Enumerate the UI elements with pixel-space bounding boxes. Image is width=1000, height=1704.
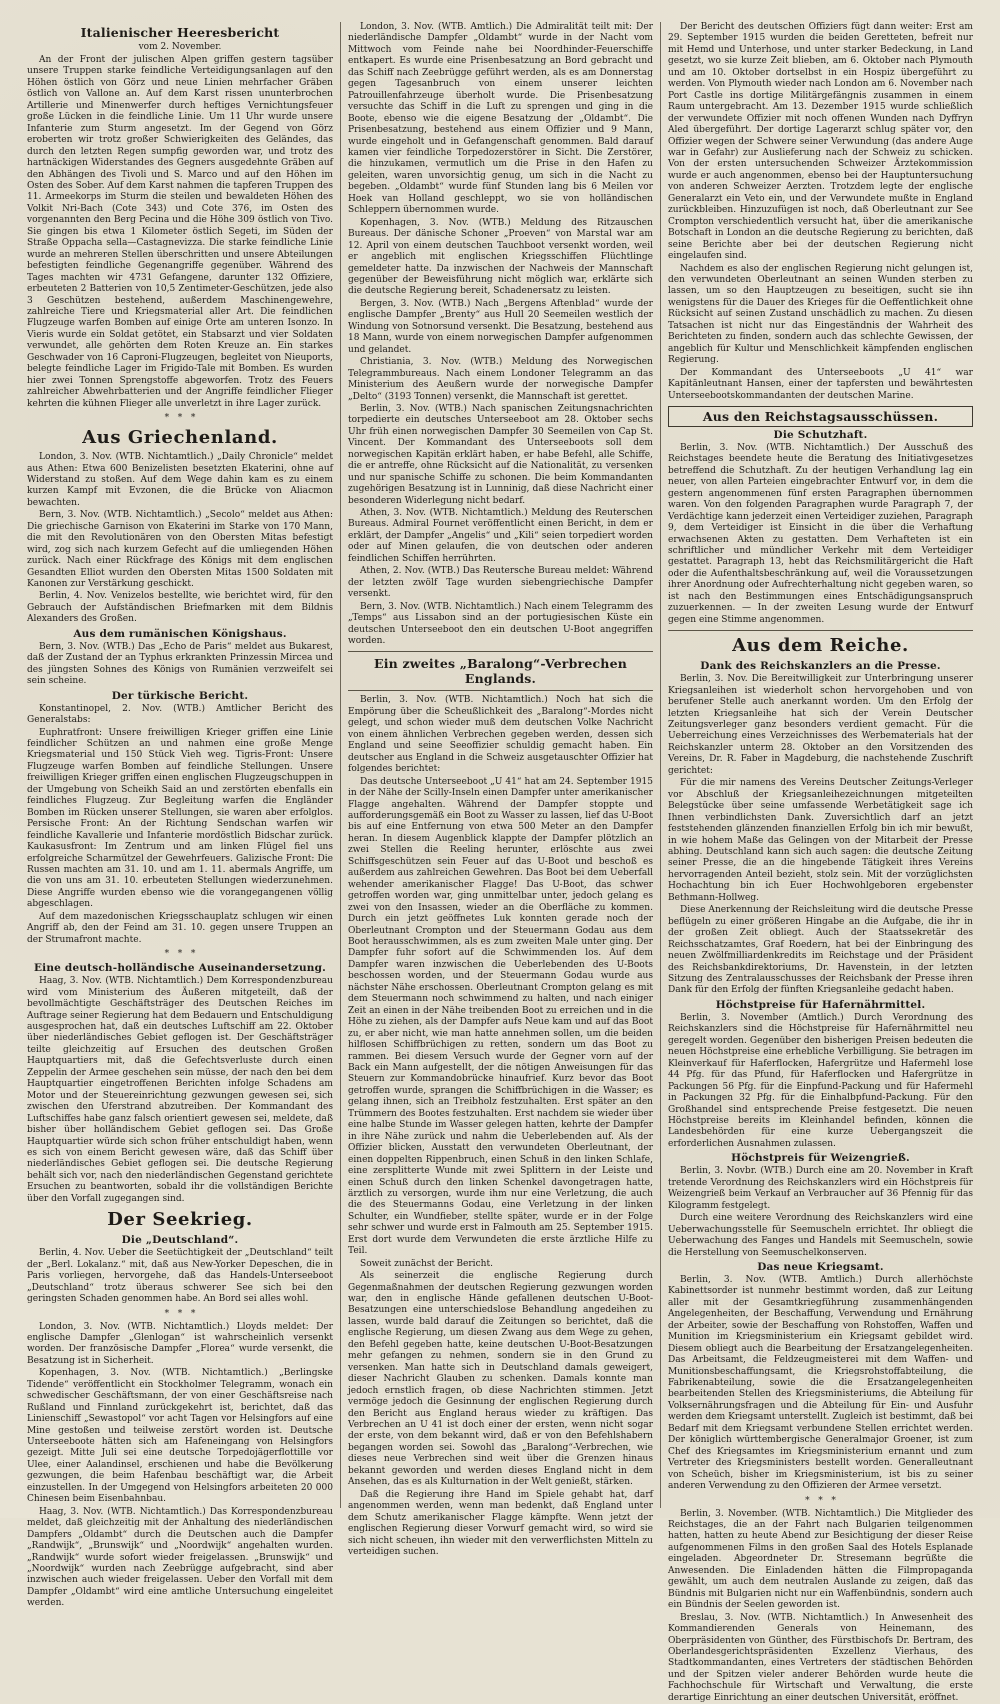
heading-hafer: Höchstpreise für Hafernährmittel. xyxy=(715,998,926,1011)
separator: * * * xyxy=(805,1495,836,1506)
heading-reichstag: Aus den Reichstagsausschüssen. xyxy=(702,408,939,424)
italy-date: vom 2. November. xyxy=(138,42,222,52)
column-1 xyxy=(20,22,340,1609)
heading-kriegsamt: Das neue Kriegsamt. xyxy=(757,1260,884,1273)
article-baralong-2: Das deutsche Unterseeboot „U 41“ hat am 24. September 1915 in der Nähe der Scilly-Inseln einen Dampfer unter amerikanischer Flagge angehalten. Während der Dampfer stoppte und aufforderungsgemäß ein Boot zu Wasser zu lassen, lief das U-Boot bis auf eine Entfernung von etwa 500 Meter an den Dampfer heran. In diesem Augenblick klappte der Dampfer plötzlich an zwei Stellen die Reeling herunter, erlöschte aus zwei Schiffsgeschützen sein Feuer auf das U-Boot und beschoß es außerdem aus zahlreichen Gewehren. Das Boot bei dem Ueberfall wehender amerikanischer Flagge! Das U-Boot, das schwer getroffen worden war, ging unmittelbar unter, jedoch gelang es zwei von den Insassen, wieder an die Oberfläche zu kommen. Durch ein jetzt geöffnetes Luk konnten gerade noch der Oberleutnant Crompton und der Steuermann Godau aus dem Boot herausschwimmen, als es zum zweiten Male unter ging. Der Dampfer fuhr sofort auf die Schwimmenden los. Auf dem Dampfer waren inzwischen die Ueberlebenden des U-Boots beschossen worden, und der Steuermann Godau wurde aus nächster Nähe erschossen. Oberleutnant Crompton gelang es mit dem Steuermann noch schwimmend zu halten, und nach einiger Zeit an einen in der Nähe treibenden Boot zu erreichen und in die Höhe zu ziehen, als der Dampfer aufs Neue kam und auf das Boot zu, er aber nicht, wie man hatte annehmen sollen, um die beiden hilflosen Schiffbrüchigen zu retten, sondern um das Boot zu rammen. Bei diesem Versuch wurde der Gegner vorn auf der Back ein Mann aufgestellt, der die nötigen Anweisungen für das Steuern zur Kommandobrücke hinaufrief. Kurz bevor das Boot getroffen wurde, sprangen die Schiffbrüchigen in die Wasser; es gelang ihnen, sich an Treibholz festzuhalten. Erst später an den Trümmern des Bootes festzuhalten. Erst nachdem sie wieder über eine halbe Stunde im Wasser gelegen hatten, kehrte der Dampfer in ihre Nähe zurück und nahm die Ueberlebenden auf. Als der Offizier blicken, Ausstatt den verwundeten Oberleutnant, der einen doppelten Rippenbruch, einen Schuß in den linken Schlafe, eine zersplitterte Wunde mit zwei Splittern in der Leiste und einen Schuß durch den linken Schenkel davongetragen hatte, ärztlich zu versorgen, wurde ihm nur eine Verletzung, die auch die des Steuermanns Godau, eine Verletzung in der linken Schulter, ein Wundfieber, stellte später, wurde er in der Folge sehr schwer und wurde erst in Falmouth am 25. September 1915. Erst dort wurde dem Verwundeten die erste ärztliche Hilfe zu Teil. xyxy=(348,776,654,1257)
article-weizen-2: Durch eine weitere Verordnung des Reichskanzlers wird eine Ueberwachungsstelle für Seemuscheln errichtet. Ihr obliegt die Ueberwachung des Fanges und Handels mit Seemuscheln, sowie die Herstellung von Seemuschelkonserven. xyxy=(668,1213,973,1258)
article-bergen: Bergen, 3. Nov. (WTB.) Nach „Bergens Aftenblad“ wurde der englische Dampfer „Brenty“ aus Hull 20 Seemeilen westlich der Windung von Sotnorsund versenkt. Die Besatzung, bestehend aus 18 Mann, wurde von einem norwegischen Dampfer aufgenommen und gelandet. xyxy=(348,298,653,355)
article-deutschland: Berlin, 4. Nov. Ueber die Seetüchtigkeit der „Deutschland“ teilt der „Berl. Lokalanz.“ mit, daß aus New-Yorker Depeschen, die in Paris vorliegen, hervorgehe, daß das Handels-Unterseeboot „Deutschland“ trotz überaus schwerer See sich bei den geringsten Schaden genommen habe. An Bord sei alles wohl. xyxy=(27,1248,333,1305)
article-sea-3: Haag, 3. Nov. (WTB. Nichtamtlich.) Das Korrespondenzbureau meldet, daß gleichzeitig mit der Anhaltung des niederländischen Dampfers „Oldambt“ durch die Deutschen auch die Dampfer „Randwijk“, „Brunswijk“ und „Noordwijk“ angehalten wurden. „Randwijk“ wurde sofort wieder freigelassen. „Brunswijk“ und „Noordwijk“ wurden nach Zeebrügge aufgebracht, sind aber inzwischen auch wieder freigelassen. Ueber den Vorfall mit dem Dampfer „Oldambt“ wird eine amtliche Untersuchung eingeleitet werden. xyxy=(27,1506,333,1609)
article-dank-2: Für die mir namens des Vereins Deutscher Zeitungs-Verleger vor Abschluß der Kriegsanleihezeichnungen mitgeteilten Belegstücke über seine umfassende Werbetätigkeit sage ich Ihnen verbindlichsten Dank. Zuversichtlich darf an jetzt feststehenden glänzenden finanziellen Erfolg bin ich mir bewußt, in wie hohem Maße das Gelingen von der Mitarbeit der Presse abhing. Deutschland kann sich auch sagen: die deutsche Zeitung seiner Presse, die an die hingebende Tätigkeit ihres Vereins hervorragenden Anteil bezieht, stolz sein. Mit der vorzüglichsten Hochachtung bin ich Euer Hochwohlgeboren ergebenster Bethmann-Hollweg. xyxy=(668,778,973,903)
article-christiania: Christiania, 3. Nov. (WTB.) Meldung des Norwegischen Telegrammbureaus. Nach einem Londoner Telegramm an das Ministerium des Aeußern wurde der norwegische Dampfer „Delto“ (3193 Tonnen) versenkt, die Mannschaft ist gerettet. xyxy=(348,357,653,402)
columns xyxy=(20,22,982,1703)
heading-weizen: Höchstpreis für Weizengrieß. xyxy=(731,1152,910,1165)
article-baralong-4: Als seinerzeit die englische Regierung durch Gegenmaßnahmen der deutschen Regierung gezwungen worden war, den in englische Hände gefallenen deutschen U-Boot-Besatzungen eine unterschiedslose Behandlung angedeihen zu lassen, wurde bald darauf die Zeitungen so berichtet, daß die englische Regierung, um diesen Zwang aus dem Wege zu gehen, den Befehl gegeben hatte, keine deutschen U-Boot-Besatzungen mehr gefangen zu nehmen, sondern sie in den Grund zu versenken. Man hatte sich in Deutschland damals geweigert, dieser Nachricht Glauben zu schenken. Damals konnte man jedoch ernstlich fragen, ob diese Nachrichten stimmen. Jetzt vermöge jedoch die Gesinnung der englischen Regierung durch den Bericht aus England heraus wieder zu kräftigen. Das Verbrechen an U 41 ist doch einer der ersten, wenn nicht sogar der erste, von dem bekannt wird, daß er von den Befehlshabern begangen worden sei. Sowohl das „Baralong“-Verbrechen, wie dieses neue Verbrechen sind weit über die Grenzen hinaus bekannt geworden und werden dieses England nicht in dem Ansehen, das es als Kulturnation in der Welt genießt, stärken. xyxy=(348,1271,653,1488)
heading-dutch: Eine deutsch-holländische Auseinandersetzung. xyxy=(33,962,327,975)
article-bern: Bern, 3. Nov. (WTB. Nichtamtlich.) Nach einem Telegramm des „Temps“ aus Lissabon sind an der portugiesischen Küste ein deutschen Unterseeboot den ein deutschen U-Boot angegriffen worden. xyxy=(348,601,653,647)
article-romania: Bern, 3. Nov. (WTB.) Das „Echo de Paris“ meldet aus Bukarest, daß der Zustand der an Typhus erkrankten Prinzessin Mircea und des jüngsten Sohnes des Königs von Rumänien verzweifelt sei sein scheine. xyxy=(27,641,333,687)
heading-deutschland: Die „Deutschland“. xyxy=(121,1234,239,1247)
divider xyxy=(668,630,973,631)
article-baralong-1: Berlin, 3. Nov. (WTB. Nichtamtlich.) Noch hat sich die Empörung über die Scheußlichkeit des „Baralong“-Mordes nicht gelegt, und schon wieder muß dem deutschen Volke Nachricht von einem ähnlichen Verbrechen gegeben werden, dessen sich England und seine Seeoffizier schuldig gemacht haben. Ein deutscher aus England in die Schweiz ausgetauschter Offizier hat folgendes berichtet: xyxy=(348,695,653,775)
article-copenhagen: Kopenhagen, 3. Nov. (WTB.) Meldung des Ritzauschen Bureaus. Der dänische Schoner „Proeven“ von Marstal war am 12. April von einem deutschen Tauchboot versenkt worden, weil er angeblich mit englischen Kriegsschiffen Flüchtlinge gemeldeter hatte. Da inzwischen der Nachweis der Mannschaft gegenüber der Beweisführung nicht möglich war, erklärte sich die deutsche Regierung bereit, Schadenersatz zu leisten. xyxy=(348,217,653,297)
article-breslau: Breslau, 3. Nov. (WTB. Nichtamtlich.) In Anwesenheit des Kommandierenden Generals von Heinemann, des Oberpräsidenten von Günther, des Fürstbischofs Dr. Bertram, des Oberlandesgerichtspräsidenten Exzellenz Vierhaus, des Stadtkommandanten, eines Vertreters der städtischen Behörden und der Spitzen vieler anderer Behörden wurde heute die Fachhochschule für Wirtschaft und Verwaltung, die erste derartige Einrichtung an einer deutschen Universität, eröffnet. xyxy=(668,1612,973,1703)
article-sea-1: London, 3. Nov. (WTB. Nichtamtlich.) Lloyds meldet: Der englische Dampfer „Glenlogan“ ist wahrscheinlich versenkt worden. Der französische Dampfer „Florea“ wurde versenkt, die Besatzung ist in Sicherheit. xyxy=(27,1321,333,1366)
article-berlin: Berlin, 3. Nov. (WTB.) Nach spanischen Zeitungsnachrichten torpedierte ein deutsches Unterseeboot am 28. Oktober sechs Uhr früh einen norwegischen Dampfer 30 Seemeilen von Cap St. Vincent. Der Kommandant des Unterseeboots soll dem norwegischen Kapitän erklärt haben, er habe Befehl, alle Schiffe, die er antreffe, ohne Rücksicht auf die Nationalität, zu versenken und nur spanische Schiffe zu schonen. Die beim Kommandanten zugehörigen Besatzung ist in Lunninig, daß diese Nachricht einer besonderen Widerlegung nicht bedarf. xyxy=(348,403,653,506)
article-officer-1: Der Bericht des deutschen Offiziers fügt dann weiter: Erst am 29. September 1915 wurden die beiden Geretteten, befreit nur mit Hemd und Unterhose, und unter starker Bedeckung, in Land gesetzt, wo sie kurze Zeit blieben, am 6. Oktober nach Plymouth und am 10. Oktober dortselbst in ein Hospiz übergeführt zu werden. Von Plymouth wieder nach London am 6. November nach Port Castle ins dortige Militärgefängnis zusammen in einem Raum untergebracht. Am 13. Dezember 1915 wurde schließlich der verwundete Offizier mit noch offenen Wunden nach Dyffryn Aled übergeführt. Der dortige Lagerarzt schlug später vor, den Offizier wegen der Schwere seiner Verwundung (das andere Auge war in Gefahr) zur Auslieferung nach der Schweiz zu schicken. Von der ersten untersuchenden Schweizer Ärztekommission wurde er auch angenommen, ebenso bei der Hauptuntersuchung von anderen Schweizer Aerzten. Trotzdem legte der englische Generalarzt ein Veto ein, und der Verwundete mußte in England zurückbleiben. Hinzuzufügen ist noch, daß Oberleutnant zur See Crompton verschiedentlich versucht hat, über die amerikanische Botschaft in London an die deutsche Regierung zu berichten, daß seine Berichte aber bei der deutschen Regierung nicht eingelaufen sind. xyxy=(668,22,973,262)
separator: * * * xyxy=(164,413,196,424)
heading-turkey: Der türkische Bericht. xyxy=(111,689,249,702)
article-athens-1: Athen, 3. Nov. (WTB. Nichtamtlich.) Meldung des Reuterschen Bureaus. Admiral Fournet veröffentlicht einen Bericht, in dem er erklärt, der Dampfer „Angelis“ und „Kili“ seien torpediert worden oder auf Minen gelaufen, die von deutschen oder anderen feindlichen Schiffen herrührten. xyxy=(348,508,653,564)
article-turkey-3: Auf dem mazedonischen Kriegsschauplatz schlugen wir einen Angriff ab, den der Feind am 31. 10. gegen unsere Truppen an der Strumafront machte. xyxy=(27,911,333,945)
article-turkey-2: Euphratfront: Unsere freiwilligen Krieger griffen eine Linie feindlicher Schützen an und nahmen eine große Menge Kriegsmaterial und 150 Stück Vieh weg. Tigris-Front: Unsere Flugzeuge warfen Bomben auf feindliche Stellungen. Unsere freiwilligen Krieger griffen einen englischen Flugzeugschuppen in der Umgebung von Scheikh Said an und zerstörten ebenfalls ein feindliches Flugzeug. Zur Begleitung warfen die Engländer Bomben im Rücken unserer Stellungen, sie waren aber erfolglos. Persische Front: An der Richtung Sendschan warfen wir feindliche Kavallerie und Infanterie mordöstlich Bidschar zurück. Kaukasusfront: Im Zentrum und am linken Flügel fiel uns erfolgreiche Scharmützel der Gewehrfeuers. Galizische Front: Die Russen machten am 31. 10. und am 1. 11. abermals Angriffe, um die von uns am 31. 10. erbeuteten Stellungen wiederzunehmen. Diese Angriffe wurden ebenso wie die vorangegangenen völlig abgeschlagen. xyxy=(27,727,333,910)
column-2 xyxy=(340,22,660,1557)
article-greece-3: Berlin, 4. Nov. Venizelos bestellte, wie berichtet wird, für den Gebrauch der Aufständischen Briefmarken mit dem Bildnis Alexanders des Großen. xyxy=(27,591,333,625)
article-kriegsamt: Berlin, 3. Nov. (WTB. Amtlich.) Durch allerhöchste Kabinettsorder ist nunmehr bestimmt worden, daß zur Leitung aller mit der Gesamtkriegführung zusammenhängenden Angelegenheiten, der Beschaffung, Verwendung und Ernährung der Arbeiter, sowie der Beschaffung von Rohstoffen, Waffen und Munition im Kriegsministerium ein Kriegsamt gebildet wird. Diesem obliegt auch die Bearbeitung der Ersatzangelegenheiten. Das Arbeitsamt, die Feldzeugmeisterei mit dem Waffen- und Munitionsbeschaffungsamt, die Kriegsrohstoffabteilung, die Fabrikenabteilung, sowie die die Ersatzangelegenheiten bearbeitenden Stellen des Kriegsministeriums, die Abteilung für Volksernährungsfragen und die Abteilung für Ein- und Ausfuhr werden dem Kriegsamt unterstellt. Zugleich ist bestimmt, daß bei Bedarf mit dem Kriegsamt verbundene Stellen errichtet werden. Der königlich württembergische Generalmajor Groener, ist zum Chef des Kriegsamtes im Kriegsministerium ernannt und zum Vertreter des Kriegsministers bestellt worden. Generalleutnant von Scheüch, bisher im Kriegsministerium, ist bis zu seiner anderen Verwendung zu den Offizieren der Armee versetzt. xyxy=(668,1274,973,1492)
article-greece-2: Bern, 3. Nov. (WTB. Nichtamtlich.) „Secolo“ meldet aus Athen: Die griechische Garnison von Ekaterini im Starke von 170 Mann, die mit den Revolutionären von den Obersten Mitas befestigt wird, zog sich nach kurzem Gefecht auf die umliegenden Höhen zurück. Nach einer Rückfrage des Königs mit dem englischen Gesandten Elliot wurden den Obersten Mitas 1500 Soldaten mit Kanonen zur Verstärkung geschickt. xyxy=(27,510,333,590)
divider xyxy=(348,651,653,652)
article-hafer: Berlin, 3. November (Amtlich.) Durch Verordnung des Reichskanzlers sind die Höchstpreise für Hafernährmittel neu geregelt worden. Gegenüber den bisherigen Preisen bedeuten die neuen Höchstpreise eine erhebliche Verbilligung. Sie betragen im Kleinverkauf für Haferflocken, Hafergrütze und Hafermehl lose 44 Pfg. für das Pfund, für Haferflocken und Hafergrütze in Packungen 56 Pfg. für die Einpfund-Packung und für Hafermehl in Packungen 32 Pfg. für die Einhalbpfund-Packung. Für den Großhandel sind entsprechende Preise festgesetzt. Die neuen Höchstpreise bereits im Kleinhandel befinden, können die Landesbehörden für eine kurze Uebergangszeit die erforderlichen Ausnahmen zulassen. xyxy=(668,1012,973,1149)
article-officer-2: Nachdem es also der englischen Regierung nicht gelungen ist, den verwundeten Oberleutnant an seinen Wunden sterben zu lassen, um so den Hauptzeugen zu beseitigen, sucht sie ihn wenigstens für die Dauer des Krieges für die Oeffentlichkeit ohne Rücksicht auf seinen Zustand unschädlich zu machen. Zu diesen Tatsachen ist nicht nur das Eingeständnis der Wahrheit des Berichteten zu finden, sondern auch das schlechte Gewissen, der angeblich für Kultur und Menschlichkeit kämpfenden englischen Regierung. xyxy=(668,263,973,366)
article-dutch: Haag, 3. Nov. (WTB. Nichtamtlich.) Dem Korrespondenzbureau wird vom Ministerium des Äußeren mitgeteilt, daß der bevollmächtigte Geschäftsträger des Deutschen Reiches im Auftrage seiner Regierung hat dem Bedauern und Entschuldigung ausgesprochen hat, daß ein deutsches Luftschiff am 22. Oktober über niederländisches Gebiet geflogen ist. Der Geschäftsträger teilte gleichzeitig auf Ersuchen des deutschen Großen Hauptquartiers mit, daß die Gefechtsverluste durch einen Zeppelin der Armee geschehen sein müsse, der nach den bei dem Hauptquartier eingetroffenen Berichten infolge Schadens am Motor und der Steuereinrichtung gezwungen gewesen sei, sich zwischen den Uferstrand abzutreiben. Der Kommandant des Luftschiffes habe ganz falsch orientiert gewesen sei, meldete, daß bisher über holländischem Gebiet geflogen sei. Das Große Hauptquartier würde sich schon früher entschuldigt haben, wenn es sich von einem Bericht gewesen wäre, daß das Schiff über niederländisches Gebiet geflogen sei. Die deutsche Regierung behält sich vor, nach den niederländischen Gegenstand gerichtete Ersuchen zu beantworten, sobald ihr die vollständigen Berichte über den Vorfall zugegangen sind. xyxy=(27,976,333,1204)
heading-baralong: Ein zweites „Baralong“-Verbrechen Englands. xyxy=(373,656,628,687)
article-greece-1: London, 3. Nov. (WTB. Nichtamtlich.) „Daily Chronicle“ meldet aus Athen: Etwa 600 Benizelisten besetzten Ekaterini, ohne auf Widerstand zu stoßen. Auf dem Wege dahin kam es zu einem kurzen Kampf mit Evzonen, die die Brücke von Aliacmon bewachten. xyxy=(27,452,333,508)
heading-sea-war: Der Seekrieg. xyxy=(107,1209,253,1231)
article-turkey-1: Konstantinopel, 2. Nov. (WTB.) Amtlicher Bericht des Generalstabs: xyxy=(27,703,333,726)
heading-dank: Dank des Reichskanzlers an die Presse. xyxy=(700,660,941,673)
article-film: Berlin, 3. November. (WTB. Nichtamtlich.) Die Mitglieder des Reichstages, die an der Fahrt nach Bulgarien teilgenommen hatten, hatten zu heute Abend zur Besichtigung der dieser Reise aufgenommenen Films in den großen Saal des Hotels Esplanade eingeladen. Abgeordneter Dr. Stresemann begrüßte die Anwesenden. Die Einladenden hätten die Filmpropaganda gewählt, um auch dem neutralen Auslande zu zeigen, daß das Bündnis mit Bulgarien nicht nur ein Waffenbündnis, sondern auch ein Bündnis der Seelen geworden ist. xyxy=(668,1508,973,1611)
divider xyxy=(348,690,653,691)
heading-greece: Aus Griechenland. xyxy=(82,427,278,449)
article-schutzhaft: Berlin, 3. Nov. (WTB. Nichtamtlich.) Der Ausschuß des Reichstages beendete heute die Beratung des Initiativgesetzes betreffend die Schutzhaft. Zu der heutigen Verhandlung lag ein neuer, von allen Parteien eingebrachter Entwurf vor, in dem die gestern angenommenen fünf ersten Paragraphen übernommen waren. Von den folgenden Paragraphen wurde Paragraph 7, der Verdächtige kann jederzeit einen Verteidiger zuziehen, Paragraph 9, dem Verteidiger ist Einsicht in die über die Verhaftung erwachsenen Akten zu gestatten. Dem Verhafteten ist ein schriftlicher und mündlicher Verkehr mit dem Verteidiger gestattet. Paragraph 13, hebt das Reichsmilitärgericht die Haft oder die Aufenthaltsbeschränkung auf, weil die Voraussetzungen ihrer Anordnung oder Aufrechterhaltung nicht gegeben waren, so ist nach den Bestimmungen eines Entschädigungsanspruch zuzuerkennen. — In der zweiten Lesung wurde der Entwurf gegen eine Stimme angenommen. xyxy=(668,442,973,625)
article-italy: An der Front der julischen Alpen griffen gestern tagsüber unsere Truppen starke feindliche Verteidigungsanlagen auf den Höhen östlich von Görz und neue Linien mehrfacher Gräben östlich von Vallone an. Auf dem Karst rissen ununterbrochen Artillerie und Minenwerfer durch heftiges Vernichtungsfeuer große Lücken in die feindliche Linie. Um 11 Uhr wurde unsere Infanterie zum Sturm angesetzt. Im der Gegend von Görz eroberten wir trotz großer Schwierigkeiten des Geländes, das durch den letzten Regen sumpfig geworden war, und trotz des hartnäckigen Widerstandes des Gegners ausgedehnte Gräben auf den Abhängen des Tivoli und S. Marco und auf den Höhen im Osten des Sober. Auf dem Karst nahmen die tapferen Truppen des 11. Armeekorps im Sturm die steilen und bewaldeten Höhen des Volkit Nri-Bach (Cote 343) und Cote 376, im Osten des vorgenannten den Berg Pecina und die Höhe 309 östlich von Tivo. Sie gingen bis etwa 1 Kilometer östlich Segeti, im Süden der Straße Oppacha sella—Castagnevizza. Die starke feindliche Linie wurde an mehreren Stellen überschritten und unsere Abteilungen befestigten feindliche Gegenangriffe gegenüber. Während des Tages machten wir 4731 Gefangene, darunter 132 Offiziere, erbeuteten 2 Batterien von 10,5 Zentimeter-Geschützen, jede also 3 Geschützen bestehend, außerdem Maschinengewehre, zahlreiche Tiere und Kriegsmaterial aller Art. Die feindlichen Flugzeuge warfen Bomben auf einige Orte am unteren Isonzo. In Vieris wurde ein Soldat getötet, ein Stabsarzt und vier Soldaten verwundet, alle gehörten dem Roten Kreuze an. Ein starkes Geschwader von 16 Caproni-Flugzeugen, begleitet von Nieuports, belegte feindliche Lager im Frigido-Tale mit Bomben. Es wurden hier zwei Tonnen Sprengstoffe abgeworfen. Trotz des Feuers zahlreicher Abwehrbatterien und der Angriffe feindlicher Flieger kehrten die kühnen Flieger alle unverletzt in ihre Lager zurück. xyxy=(27,55,333,409)
heading-reich: Aus dem Reiche. xyxy=(732,635,909,657)
separator: * * * xyxy=(164,1308,196,1319)
separator: * * * xyxy=(164,949,196,960)
article-baralong-3: Soweit zunächst der Bericht. xyxy=(360,1258,493,1269)
reichstag-header-box xyxy=(668,406,973,427)
heading-schutzhaft: Die Schutzhaft. xyxy=(773,428,868,441)
article-sea-2: Kopenhagen, 3. Nov. (WTB. Nichtamtlich.) „Berlingske Tidende“ veröffentlicht ein Stockholmer Telegramm, wonach ein schwedischer Geschäftsmann, der von einer Geschäftsreise nach Rußland und Finnland zurückgekehrt ist, berichtet, daß das Linienschiff „Sewastopol“ vor acht Tagen vor Helsingfors auf eine Mine gestoßen und teilweise zerstört worden ist. Deutsche Unterseeboote hätten sich am Hafeneingang von Helsingfors gezeigt. Mitte Juli sei eine deutsche Torpedojägerflottille vor Ulee, einer Aalandinsel, erschienen und habe die Bevölkerung gezwungen, die beim Hafenbau beschäftigt war, die Arbeit einzustellen. In der Umgegend von Helsingfors arbeiteten 20 000 Chinesen beim Eisenbahnbau. xyxy=(27,1368,333,1505)
article-baralong-5: Daß die Regierung ihre Hand im Spiele gehabt hat, darf angenommen werden, wenn man bedenkt, daß England unter dem Schutz amerikanischer Flagge kämpfte. Wenn jetzt der englischen Regierung dieser Vorwurf gemacht wird, so wird sie sich nicht scheuen, ihn wieder mit den verwerflichsten Mitteln zu verteidigen suchen. xyxy=(348,1489,653,1557)
article-officer-3: Der Kommandant des Unterseeboots „U 41“ war Kapitänleutnant Hansen, einer der tapfersten und bewährtesten Unterseebootskommandanten der deutschen Marine. xyxy=(668,367,973,401)
article-weizen-1: Berlin, 3. Novbr. (WTB.) Durch eine am 20. November in Kraft tretende Verordnung des Reichskanzlers wird ein Höchstpreis für Weizengrieß beim Verkauf an Verbraucher auf 36 Pfennig für das Kilogramm festgelegt. xyxy=(668,1166,973,1211)
article-london: London, 3. Nov. (WTB. Amtlich.) Die Admiralität teilt mit: Der niederländische Dampfer „Oldambt“ wurde in der Nacht vom Mittwoch vom Feinde nahe bei Noordhinder-Feuerschiffe entkapert. Es wurde eine Prisenbesatzung an Bord gebracht und das Schiff nach Zeebrügge geführt werden, als es am Donnerstag gegen Tagesanbruch von einem unserer leichten Patrouillenfahrzeuge überholt wurde. Die Prisenbesatzung versuchte das Schiff in die Luft zu sprengen und ging in die Boote, ebenso wie die eigene Besatzung der „Oldambt“. Die Prisenbesatzung, bestehend aus einem Offizier und 9 Mann, wurde eingeholt und in Gefangenschaft genommen. Bald darauf kamen vier feindliche Torpedozerstörer in Sicht. Die Zerstörer, die hinzukamen, vermutlich um die Prise in den Hafen zu geleiten, waren unvorsichtig genug, um sich in die Nacht zu begeben. „Oldambt“ wurde fünf Stunden lang bis 6 Meilen vor Hoek van Holland geschleppt, wo sie von holländischen Schleppern übernommen wurde. xyxy=(348,22,653,216)
article-athens-2: Athen, 2. Nov. (WTB.) Das Reutersche Bureau meldet: Während der letzten zwölf Tage wurden siebengriechische Dampfer versenkt. xyxy=(348,566,653,600)
heading-romania: Aus dem rumänischen Königshaus. xyxy=(73,627,287,640)
heading-italy: Italienischer Heeresbericht xyxy=(80,25,280,40)
article-dank-1: Berlin, 3. Nov. Die Bereitwilligkeit zur Unterbringung unserer Kriegsanleihen ist wiederholt schon hervorgehoben und von berufener Stelle auch anerkannt worden. Um den Erfolg der letzten Kriegsanleihe hat sich der Verein Deutscher Zeitungsverleger ganz besonders verdient gemacht. Für die Ueberreichung eines Verzeichnisses des Werbematerials hat der Reichskanzler unterm 28. Oktober an den Vorsitzenden des Vereins, Dr. R. Faber in Magdeburg, die nachstehende Zuschrift gerichtet: xyxy=(668,674,973,776)
article-dank-3: Diese Anerkennung der Reichsleitung wird die deutsche Presse beflügeln zu einer größeren Hingabe an die Aufgabe, die ihr in der großen Zeit obliegt. Auch der Staatssekretär des Reichsschatzamtes, Graf Roedern, hat bei der Einbringung des neuen Zwölfmilliardenkredits im Reichstage und der Präsident des Reichsbankdirektoriums, Dr. Havenstein, in der letzten Sitzung des Zentralausschusses der Reichsbank der Presse ihren Dank für den Erfolg der fünften Kriegsanleihe gedacht haben. xyxy=(668,905,973,996)
column-3 xyxy=(660,22,980,1703)
